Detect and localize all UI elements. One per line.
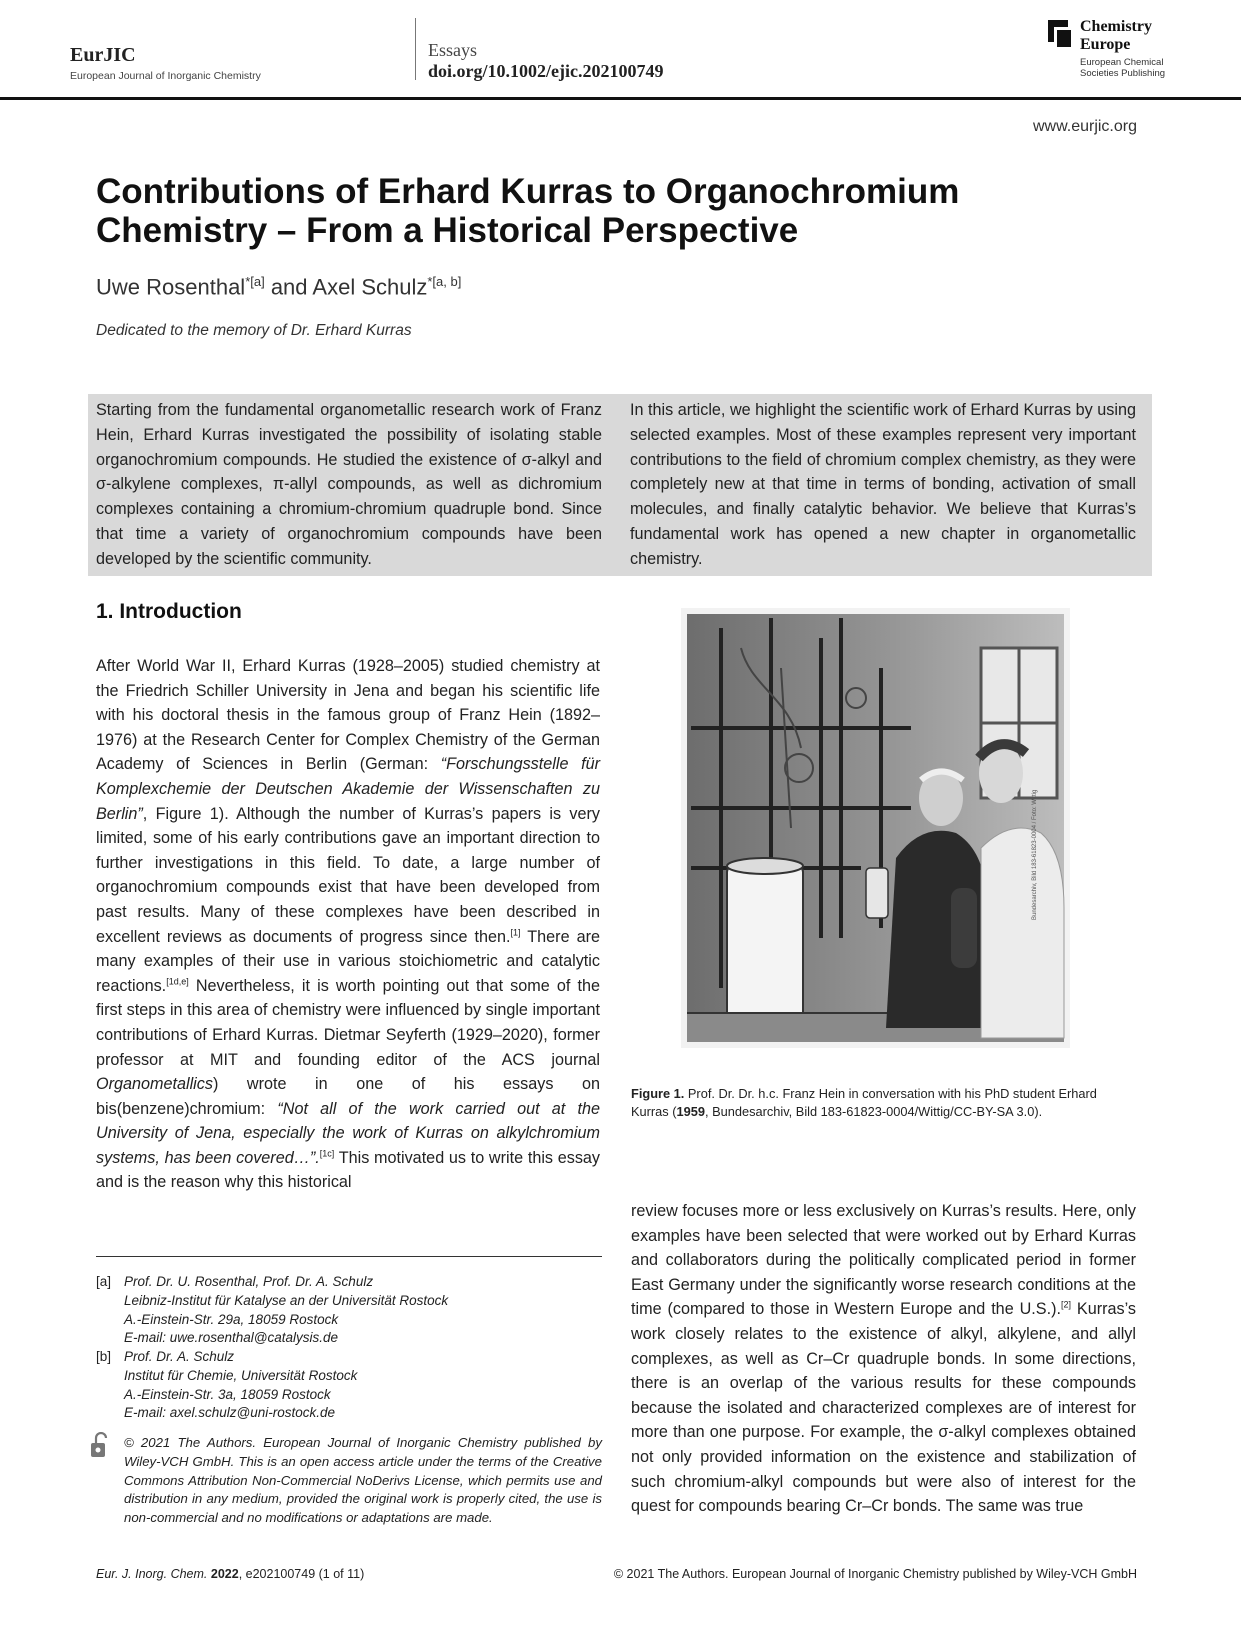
publisher-logo-title: Chemistry Europe [1080, 18, 1152, 53]
photo-credit: Bundesarchiv, Bild 183-61823-0004 / Foto: Wittig [1032, 789, 1038, 920]
section-label: Essays [428, 40, 477, 60]
reference-link[interactable]: [2] [1060, 1299, 1071, 1310]
right-column-paragraph: review focuses more or less exclusively on Kurras’s results. Here, only examples have been selected that were worked out by Erhard Kurras and collaborators during the politically complicated period in former East Germany under the significantly worse research conditions at the time (compared to those in Western Europe and the U.S.).[2] Kurras’s work closely relates to the existence of alkyl, alkylene, and allyl complexes, as well as Cr–Cr quadruple bonds. In some directions, there is an overlap of the various results for these compounds because the isolated and characterized complexes are of interest for more than one purpose. For example, the σ-alkyl complexes obtained not only provided information on the existence and stabilization of such chromium-alkyl compounds but were also of interest for the quest for compounds bearing Cr–Cr bonds. The same was true [631, 1202, 1136, 1516]
email-link[interactable]: E-mail: axel.schulz@uni-rostock.de [124, 1405, 336, 1421]
figure-1-photo [681, 608, 1070, 1048]
author-name[interactable]: Axel Schulz [312, 274, 428, 300]
reference-link[interactable]: [1d,e] [166, 976, 189, 987]
intro-paragraph: After World War II, Erhard Kurras (1928–2005) studied chemistry at the Friedrich Schiller University in Jena and began his scientific life with his doctoral thesis in the famous group of Franz Hein (1892–1976) at the Research Center for Complex Chemistry of the German Academy of Sciences in Berlin (German: “Forschungsstelle für Komplexchemie der Deutschen Akademie der Wissenschaften zu Berlin”, Figure 1). Although the number of Kurras’s papers is very limited, some of his early contributions gave an important direction to further investigations in this field. To date, a large number of organochromium compounds exist that have been developed from past results. Many of these complexes have been described in excellent reviews as documents of progress since then.[1] There are many examples of their use in various stoichiometric and catalytic reactions.[1d,e] Nevertheless, it is worth pointing out that some of the first steps in this area of chemistry were influenced by single important contributions of Erhard Kurras. Dietmar Seyferth (1929–2020), former professor at MIT and founding editor of the ACS journal Organometallics) wrote in one of his essays on bis(benzene)chromium: “Not all of the work carried out at the University of Jena, especially the work of Kurras on alkylchromium systems, has been covered…”.[1c] This motivated us to write this essay and is the reason why this historical [96, 657, 601, 1192]
license-statement: © 2021 The Authors. European Journal of Inorganic Chemistry published by Wiley-VCH GmbH. This is an open access article under the terms of the Creative Commons Attribution Non-Commercial NoDerivs License, which permits use and distribution in any medium, provided the original work is properly cited, the use is non-commercial and no modifications or adaptations are made. [124, 1435, 602, 1526]
journal-full-name: European Journal of Inorganic Chemistry [70, 70, 261, 82]
abstract-right-column: In this article, we highlight the scientific work of Erhard Kurras by using selected examples. Most of these examples represent very important contributions to the field of chromium complex chemistry, as they were completely new at that time in terms of bonding, activation of small molecules, and finally catalytic behavior. We believe that Kurras’s fundamental work has opened a new chapter in organometallic chemistry. [630, 401, 1136, 568]
footnote-rule [96, 1256, 602, 1257]
abstract-left-column: Starting from the fundamental organometallic research work of Franz Hein, Erhard Kurras investigated the possibility of isolating stable organochromium compounds. He studied the existence of σ-alkyl and σ-alkylene complexes, π-allyl compounds, as well as dichromium complexes containing a chromium-chromium quadruple bond. Since that time a variety of organochromium compounds have been developed by the scientific community. [96, 401, 602, 568]
open-access-icon [90, 1432, 110, 1458]
reference-link[interactable]: [1c] [319, 1148, 335, 1159]
dedication: Dedicated to the memory of Dr. Erhard Kurras [96, 322, 412, 339]
email-link[interactable]: E-mail: uwe.rosenthal@catalysis.de [124, 1330, 339, 1346]
copyright-footer: © 2021 The Authors. European Journal of Inorganic Chemistry published by Wiley-VCH GmbH [613, 1567, 1137, 1581]
figure-label: Figure 1. [631, 1086, 685, 1101]
reference-link[interactable]: [1] [510, 927, 521, 938]
author-affiliation-mark: *[a] [245, 274, 265, 289]
author-list [96, 274, 461, 300]
affiliation-b: [b] Prof. Dr. A. Schulz Institut für Chemie, Universität Rostock A.-Einstein-Str. 3a, 18059 Rostock E-mail: axel.schulz@uni-rostock.de [96, 1348, 602, 1423]
affiliation-a: [a] Prof. Dr. U. Rosenthal, Prof. Dr. A. Schulz Leibniz-Institut für Katalyse an der Universität Rostock A.-Einstein-Str. 29a, 18059 Rostock E-mail: uwe.rosenthal@catalysis.de [96, 1273, 602, 1348]
journal-abbreviation: EurJIC [70, 44, 136, 66]
author-affiliation-mark: *[a, b] [427, 274, 462, 289]
abstract-box [88, 394, 1152, 576]
header-separator [415, 18, 416, 80]
citation-footer: Eur. J. Inorg. Chem. 2022, e202100749 (1 of 11) [96, 1567, 365, 1581]
chemistry-europe-logo-icon [1048, 20, 1074, 50]
section-heading: 1. Introduction [96, 600, 242, 623]
website-link[interactable]: www.eurjic.org [1032, 118, 1137, 135]
author-name[interactable]: Uwe Rosenthal [96, 274, 246, 300]
doi-link[interactable]: doi.org/10.1002/ejic.202100749 [428, 61, 664, 81]
author-joiner: and [264, 274, 313, 300]
article-title: Contributions of Erhard Kurras to Organochromium Chemistry – From a Historical Perspective [96, 172, 960, 250]
figure-1-caption: Figure 1. Prof. Dr. Dr. h.c. Franz Hein in conversation with his PhD student Erhard Kurras (1959, Bundesarchiv, Bild 183-61823-0004/Wittig/CC-BY-SA 3.0). [631, 1086, 1097, 1119]
header-rule [0, 97, 1241, 100]
publisher-logo-subtitle: European Chemical Societies Publishing [1080, 57, 1166, 79]
